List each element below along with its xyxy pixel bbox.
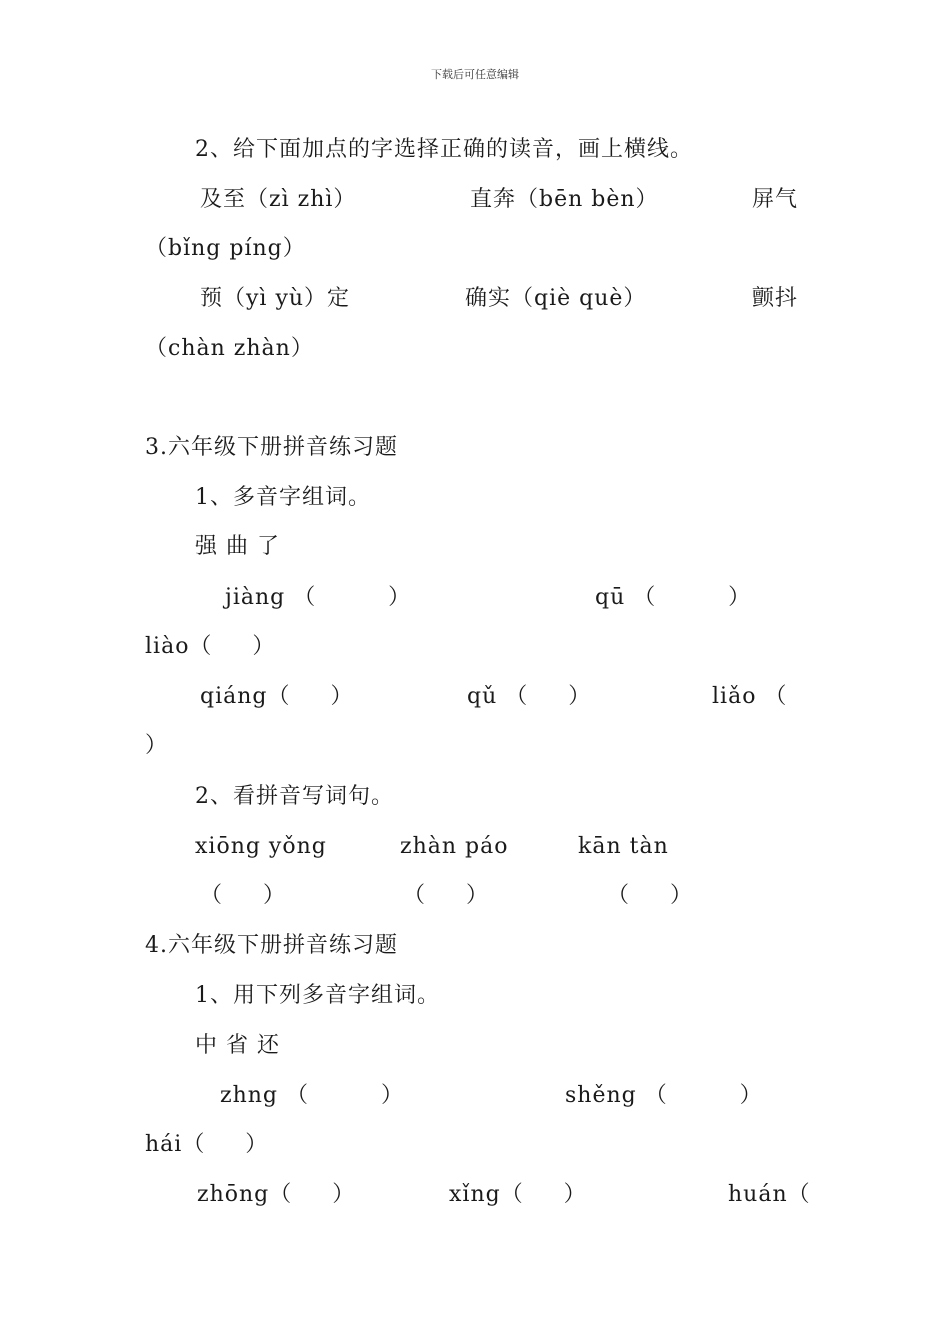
question-title: 1、用下列多音字组词。 <box>195 983 440 1008</box>
page-header: 下载后可任意编辑 <box>431 68 519 81</box>
answer-blank: （ ） <box>403 883 489 908</box>
characters: 中 省 还 <box>195 1033 280 1058</box>
question-title: 1、多音字组词。 <box>195 485 371 510</box>
fill-blank-wrap: liào（ ） <box>145 634 276 659</box>
section-title: 4.六年级下册拼音练习题 <box>145 933 398 958</box>
fill-blank: shěng （ ） <box>565 1083 763 1108</box>
fill-blank: liǎo （ <box>712 684 788 709</box>
section-title: 3.六年级下册拼音练习题 <box>145 435 398 460</box>
pinyin-choice: 预（yì yù）定 <box>200 286 351 311</box>
fill-blank: zhng （ ） <box>220 1083 404 1108</box>
question-title: 2、给下面加点的字选择正确的读音，画上横线。 <box>195 137 693 162</box>
fill-blank: qiáng（ ） <box>200 684 354 709</box>
pinyin-word: zhàn páo <box>400 834 509 859</box>
pinyin-choice-wrap: （bǐng píng） <box>145 236 306 261</box>
pinyin-choice: 及至（zì zhì） <box>200 187 357 212</box>
pinyin-choice-wrap: （chàn zhàn） <box>145 336 314 361</box>
fill-blank-wrap: ） <box>145 733 169 758</box>
fill-blank: zhōng（ ） <box>197 1182 356 1207</box>
answer-blank: （ ） <box>200 883 286 908</box>
fill-blank: jiàng （ ） <box>225 585 412 610</box>
pinyin-choice: 屏气 <box>752 187 799 212</box>
fill-blank-wrap: hái（ ） <box>145 1132 269 1157</box>
question-title: 2、看拼音写词句。 <box>195 784 394 809</box>
pinyin-choice: 颤抖 <box>752 286 799 311</box>
characters: 强 曲 了 <box>195 534 280 559</box>
fill-blank: huán（ <box>728 1182 811 1207</box>
pinyin-word: xiōng yǒng <box>195 834 327 859</box>
fill-blank: xǐng（ ） <box>449 1182 587 1207</box>
pinyin-choice: 直奔（bēn bèn） <box>470 187 659 212</box>
pinyin-choice: 确实（qiè què） <box>465 286 647 311</box>
fill-blank: qū （ ） <box>595 585 752 610</box>
fill-blank: qǔ （ ） <box>467 684 592 709</box>
answer-blank: （ ） <box>607 883 693 908</box>
pinyin-word: kān tàn <box>578 834 669 859</box>
